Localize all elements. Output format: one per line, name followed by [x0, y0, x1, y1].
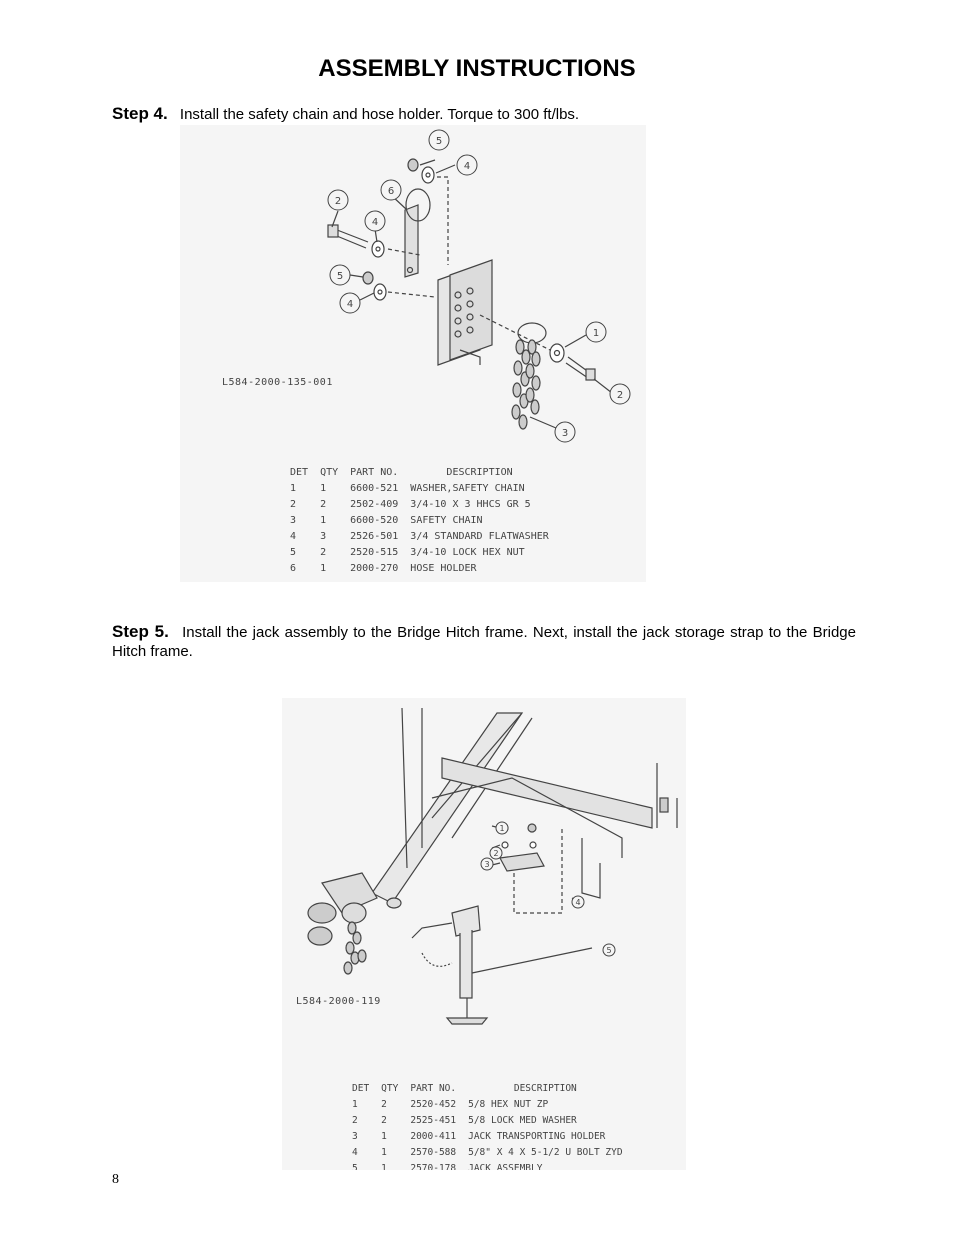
cell-description: 5/8 LOCK MED WASHER [468, 1114, 577, 1126]
callout-4-mid: 4 [371, 217, 379, 228]
cell-qty: 2 [320, 546, 327, 558]
col-qty: QTY [381, 1082, 399, 1094]
col-det: DET [290, 466, 309, 478]
cell-det: 1 [290, 482, 297, 494]
table-row [284, 528, 555, 544]
callout-5: 5 [606, 946, 612, 955]
cell-qty: 3 [320, 530, 327, 542]
callout-1: 1 [499, 824, 505, 833]
cell-det: 4 [352, 1146, 358, 1158]
cell-part-no: 2570-178 [410, 1162, 457, 1170]
callout-2-left: 2 [334, 196, 342, 207]
step-5-label: Step 5. [112, 622, 169, 641]
callout-2-right: 2 [616, 390, 624, 401]
table-row [284, 560, 555, 576]
callout-5-left: 5 [336, 271, 344, 282]
callout-4: 4 [575, 898, 581, 907]
cell-det: 3 [352, 1130, 358, 1142]
table-row [346, 1144, 629, 1160]
step-4-figure [180, 125, 646, 582]
callout-3: 3 [561, 428, 569, 439]
callout-2: 2 [493, 849, 499, 858]
cell-description: WASHER,SAFETY CHAIN [410, 482, 525, 494]
step-4-drawing-number: L584-2000-135-001 [222, 377, 333, 388]
cell-part-no: 2525-451 [410, 1114, 457, 1126]
col-description: DESCRIPTION [513, 1082, 577, 1094]
step-5-drawing-number: L584-2000-119 [296, 996, 381, 1007]
col-part-no: PART NO. [410, 1082, 457, 1094]
table-row [284, 512, 555, 528]
step-5-text: Install the jack assembly to the Bridge Hitch frame. Next, install the jack storage strap to the Bridge Hitch frame. [112, 624, 856, 660]
col-part-no: PART NO. [350, 466, 399, 478]
step-4-instruction [112, 104, 856, 124]
step-4-label: Step 4. [112, 104, 168, 123]
page-number: 8 [112, 1172, 119, 1187]
cell-qty: 2 [381, 1098, 387, 1110]
cell-qty: 2 [381, 1114, 387, 1126]
step-5-instruction [112, 622, 856, 661]
table-row [284, 544, 555, 560]
step-4-parts-table [284, 464, 555, 576]
cell-part-no: 2520-515 [350, 546, 399, 558]
cell-det: 2 [290, 498, 297, 510]
cell-qty: 1 [381, 1162, 387, 1170]
cell-qty: 1 [381, 1146, 387, 1158]
cell-det: 5 [290, 546, 297, 558]
cell-description: SAFETY CHAIN [410, 514, 483, 526]
cell-part-no: 2000-411 [410, 1130, 457, 1142]
table-row [284, 480, 555, 496]
cell-qty: 1 [381, 1130, 387, 1142]
cell-part-no: 6600-521 [350, 482, 399, 494]
cell-det: 5 [352, 1162, 358, 1170]
page-title: ASSEMBLY INSTRUCTIONS [318, 55, 636, 82]
callout-1: 1 [592, 328, 600, 339]
cell-part-no: 2526-501 [350, 530, 399, 542]
table-header-row [346, 1080, 629, 1096]
cell-part-no: 2520-452 [410, 1098, 457, 1110]
callout-3: 3 [484, 860, 490, 869]
cell-det: 2 [352, 1114, 358, 1126]
cell-qty: 1 [320, 482, 327, 494]
cell-qty: 1 [320, 514, 327, 526]
cell-description: JACK TRANSPORTING HOLDER [468, 1130, 606, 1142]
cell-description: 5/8 HEX NUT ZP [468, 1098, 549, 1110]
callout-6: 6 [387, 186, 395, 197]
cell-part-no: 2570-588 [410, 1146, 457, 1158]
cell-description: 3/4-10 X 3 HHCS GR 5 [410, 498, 531, 510]
table-row [346, 1128, 629, 1144]
cell-det: 1 [352, 1098, 358, 1110]
callout-4-left: 4 [346, 299, 354, 310]
table-header-row [284, 464, 555, 480]
cell-description: 3/4-10 LOCK HEX NUT [410, 546, 525, 558]
callout-4-top: 4 [463, 161, 471, 172]
cell-part-no: 2502-409 [350, 498, 399, 510]
col-qty: QTY [320, 466, 339, 478]
table-row [284, 496, 555, 512]
table-row [346, 1112, 629, 1128]
cell-qty: 1 [320, 562, 327, 574]
step-4-text: Install the safety chain and hose holder. Torque to 300 ft/lbs. [179, 106, 580, 123]
cell-qty: 2 [320, 498, 327, 510]
col-description: DESCRIPTION [446, 466, 513, 478]
cell-det: 3 [290, 514, 297, 526]
step-5-parts-table [346, 1080, 629, 1170]
cell-description: 3/4 STANDARD FLATWASHER [410, 530, 549, 542]
cell-part-no: 6600-520 [350, 514, 399, 526]
cell-det: 6 [290, 562, 297, 574]
cell-description: JACK ASSEMBLY [468, 1162, 543, 1170]
cell-part-no: 2000-270 [350, 562, 399, 574]
col-det: DET [352, 1082, 370, 1094]
cell-description: 5/8" X 4 X 5-1/2 U BOLT ZYD [468, 1146, 623, 1158]
table-row [346, 1096, 629, 1112]
cell-det: 4 [290, 530, 297, 542]
callout-5-top: 5 [435, 136, 443, 147]
cell-description: HOSE HOLDER [410, 562, 477, 574]
table-row [346, 1160, 629, 1170]
step-5-figure [282, 698, 686, 1170]
